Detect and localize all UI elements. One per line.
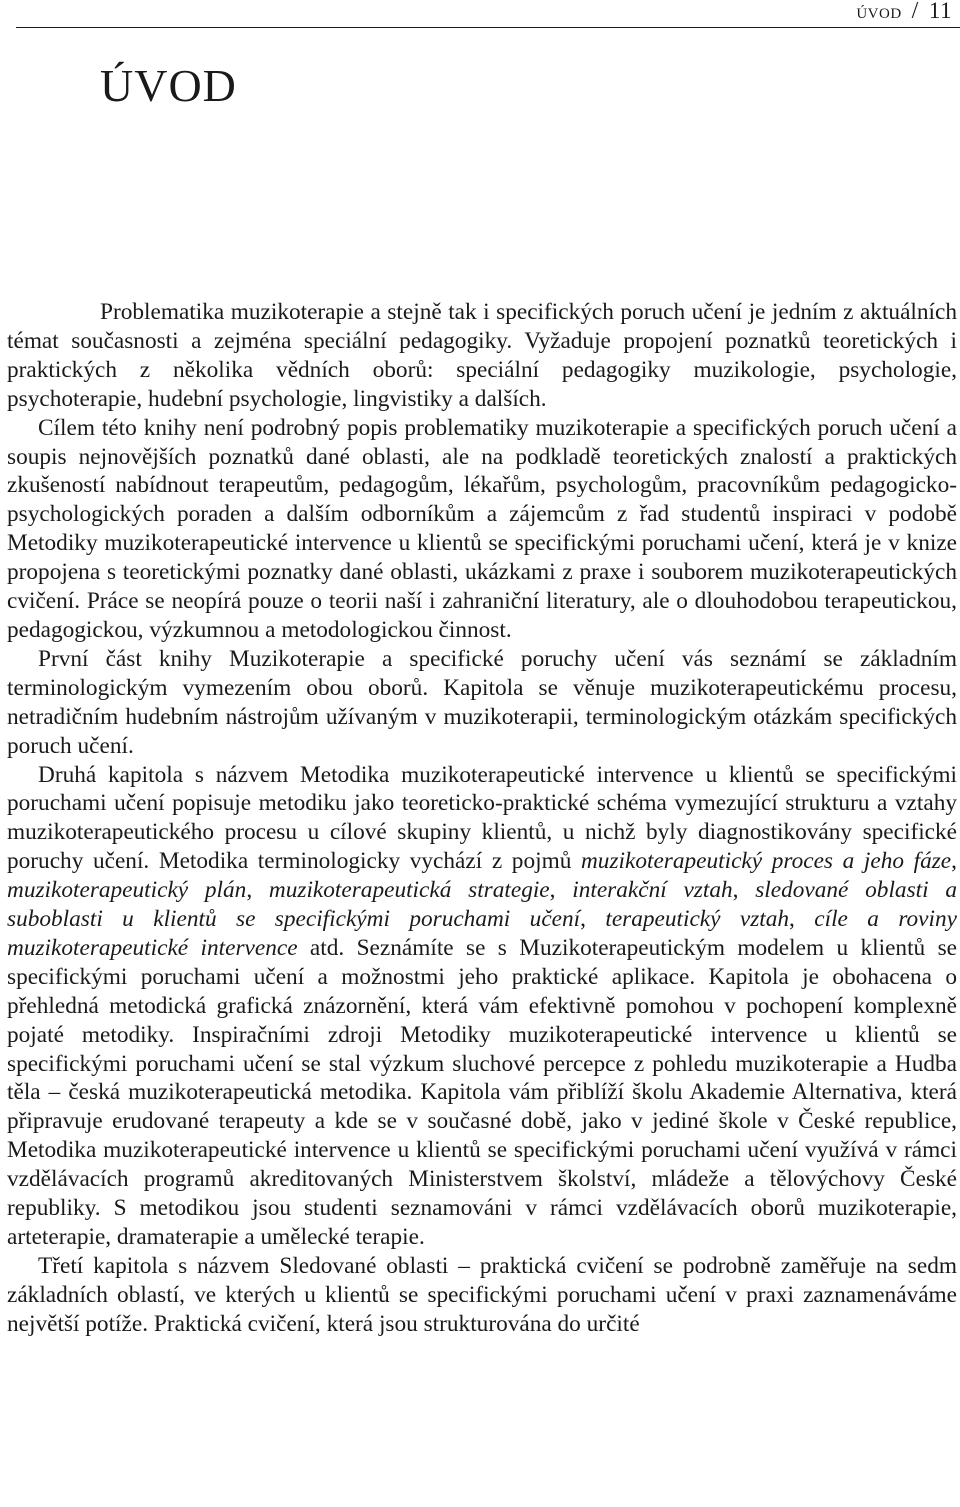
text-run: , xyxy=(789,906,815,933)
paragraph-aim: Cílem této knihy není podrobný popis problematiky muzikoterapie a specifických poruch učení a soupis nejnovějších poznatků dané oblasti, ale na podkladě teoretických znalostí a praktických zkušeností nabídnout terapeutům, pedagogům, lékařům, psychologům, pracovníkům pedagogicko-psychologických poraden a dalším odborníkům a zájemcům z řad studentů inspiraci v podobě Metodiky muzikoterapeutické intervence u klientů se specifickými poruchami učení, která je v knize propojena s teoretickými poznatky dané oblasti, ukázkami z praxe i souborem muzikoterapeutických cvičení. Práce se neopírá pouze o teorii naší i zahraniční literatury, ale o dlouhodobou terapeutickou, pedagogickou, výzkumnou a metodologickou činnost. xyxy=(7,414,957,643)
body-text xyxy=(7,298,957,1339)
text-run: , xyxy=(549,877,573,904)
paragraph-intro: Problematika muzikoterapie a stejně tak i specifických poruch učení je jedním z aktuálních témat současnosti a zejména speciální pedagogiky. Vyžaduje propojení poznatků teoretických i praktických z několika vědních oborů: speciální pedagogiky muzikologie, psychologie, psychoterapie, hudební psychologie, lingvistiky a dalších. xyxy=(7,299,957,412)
header-rule xyxy=(16,27,960,28)
term-emphasis: terapeutický vztah xyxy=(605,906,790,933)
paragraph-part-two xyxy=(7,761,957,1252)
term-emphasis: sledované oblasti a suboblasti u klientů se specifickými poruchami učení xyxy=(7,877,957,933)
text-run: , xyxy=(246,877,269,904)
text-run: atd. Seznámíte se s Muzikoterapeutickým modelem u klientů se specifickými poruchami učení a možnostmi jeho praktické aplikace. Kapitola je obohacena o přehledná metodická grafická znázornění, která vám efektivně pomohou v pochopení komplexně pojaté metodiky. Inspiračními zdroji Metodiky muzikoterapeutické intervence u klientů se specifickými poruchami učení se stal výzkum sluchové percepce z pohledu muzikoterapie a Hudba těla – česká muzikoterapeutická metodika. Kapitola vám přiblíží školu Akademie Alternativa, která připravuje erudované terapeuty a kde se v současné době, jako v jediné škole v České republice, Metodika muzikoterapeutické intervence u klientů se specifickými poruchami učení využívá v rámci vzdělávacích programů akreditovaných Ministerstvem školství, mládeže a tělovýchovy České republiky. S metodikou jsou studenti seznamováni v rámci vzdělávacích oborů muzikoterapie, arteterapie, dramaterapie a umělecké terapie. xyxy=(7,934,957,1250)
term-emphasis: muzikoterapeutická strategie xyxy=(268,877,550,904)
text-run: , xyxy=(951,848,957,875)
page-number: 11 xyxy=(928,0,952,23)
text-run: , xyxy=(580,906,606,933)
paragraph-part-one: První část knihy Muzikoterapie a specifické poruchy učení vás seznámí se základním terminologickým vymezením obou oborů. Kapitola se věnuje muzikoterapeutickému procesu, netradičním hudebním nástrojům užívaným v muzikoterapii, terminologickým otázkám specifických poruch učení. xyxy=(7,645,957,759)
running-head-section: úvod xyxy=(856,0,902,23)
text-run: Druhá kapitola s názvem Metodika muzikoterapeutické intervence u klientů se specifickými poruchami učení popisuje metodiku jako teoreticko-praktické schéma vymezující strukturu a vztahy muzikoterapeutického procesu u cílové skupiny klientů, u nichž byly diagnostikovány specifické poruchy učení. Metodika terminologicky vychází z pojmů xyxy=(7,761,957,875)
term-emphasis: cíle a roviny muzikoterapeutické intervence xyxy=(7,906,957,961)
term-emphasis: muzikoterapeutický plán xyxy=(7,877,247,904)
paragraph-part-three: Třetí kapitola s názvem Sledované oblasti – praktická cvičení se podrobně zaměřuje na sedm základních oblastí, ve kterých u klientů se specifickými poruchami učení v praxi zaznamenáváme největší potíže. Praktická cvičení, která jsou strukturována do určité xyxy=(7,1252,957,1337)
chapter-title: ÚVOD xyxy=(100,60,237,111)
text-run: , xyxy=(732,877,756,904)
running-head-separator: / xyxy=(911,0,919,24)
term-emphasis: interakční vztah xyxy=(572,877,733,904)
running-head xyxy=(856,0,952,24)
term-emphasis: muzikoterapeutický proces a jeho fáze xyxy=(580,848,952,875)
